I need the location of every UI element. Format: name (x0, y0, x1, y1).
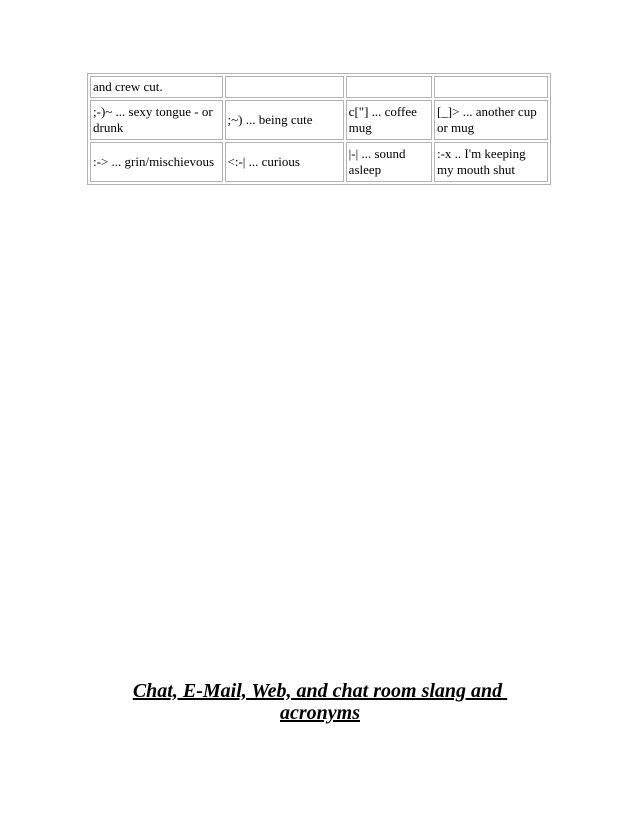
table-cell: :-> ... grin/mischievous (90, 142, 223, 182)
table-cell: <:-| ... curious (225, 142, 344, 182)
table-row (90, 142, 548, 182)
emoticon-table (87, 73, 551, 185)
table-cell: :-x .. I'm keeping my mouth shut (434, 142, 548, 182)
table-cell: c["] ... coffee mug (346, 100, 432, 140)
table-cell: |-| ... sound asleep (346, 142, 432, 182)
section-heading-line2: acronyms (280, 702, 360, 724)
table-cell: ;~) ... being cute (225, 100, 344, 140)
table-cell: [_]> ... another cup or mug (434, 100, 548, 140)
table-row (90, 76, 548, 98)
table-row (90, 100, 548, 140)
section-heading-line1: Chat, E-Mail, Web, and chat room slang and (132, 680, 503, 702)
table-cell: and crew cut. (90, 76, 223, 98)
table-cell (434, 76, 548, 98)
table-cell (225, 76, 344, 98)
table-cell (346, 76, 432, 98)
table-cell: ;-)~ ... sexy tongue - or drunk (90, 100, 223, 140)
section-heading (100, 680, 540, 724)
